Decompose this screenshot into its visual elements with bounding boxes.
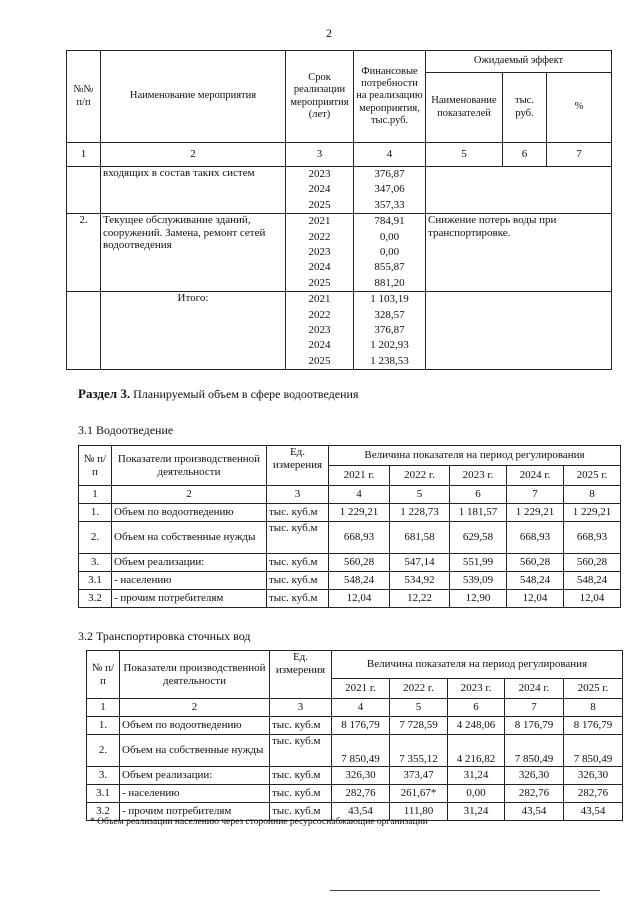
table-row [79, 522, 621, 554]
row-value: 668,93 [564, 522, 621, 554]
row-value: 548,24 [564, 572, 621, 590]
row-value: 539,09 [450, 572, 507, 590]
col-number: 7 [505, 699, 564, 717]
table-row [79, 504, 621, 522]
row-unit: тыс. куб.м [267, 572, 329, 590]
row-value: 7 850,49 [332, 735, 390, 767]
row-value: 534,92 [390, 572, 450, 590]
footnote: * Объем реализации населению через сторонние ресурсоснабжающие организации [90, 817, 428, 827]
table-row [87, 767, 623, 785]
row-value: 43,54 [564, 803, 623, 821]
row-unit: тыс. куб.м [270, 735, 332, 767]
header-year: 2021 г. [329, 466, 390, 486]
row-value: 551,99 [450, 554, 507, 572]
year-list: 2021 2022 2023 2024 2025 [286, 214, 354, 292]
row-value: 7 850,49 [505, 735, 564, 767]
row-value: 111,80 [390, 803, 448, 821]
row-num: 3.1 [87, 785, 120, 803]
col-number: 1 [67, 143, 101, 167]
table-row [87, 735, 623, 767]
row-value: 43,54 [332, 803, 390, 821]
row-unit: тыс. куб.м [270, 717, 332, 735]
row-value: 12,90 [450, 590, 507, 608]
header-year: 2024 г. [505, 679, 564, 699]
header-year: 2022 г. [390, 679, 448, 699]
row-value: 326,30 [505, 767, 564, 785]
header-unit: Ед. измерения [270, 651, 332, 699]
row-value: 1 181,57 [450, 504, 507, 522]
row-name: Объем по водоотведению [120, 717, 270, 735]
value-list: 1 103,19 328,57 376,87 1 202,93 1 238,53 [354, 292, 426, 370]
row-value: 7 355,12 [390, 735, 448, 767]
row-value: 1 229,21 [564, 504, 621, 522]
col-number: 3 [270, 699, 332, 717]
col-number: 3 [267, 486, 329, 504]
row-value: 560,28 [564, 554, 621, 572]
col-number: 5 [390, 486, 450, 504]
total-label: Итого: [101, 292, 286, 370]
col-number: 2 [120, 699, 270, 717]
row-value: 31,24 [448, 803, 505, 821]
header-year: 2025 г. [564, 679, 623, 699]
row-num: 3.1 [79, 572, 112, 590]
row-name: Объем реализации: [120, 767, 270, 785]
row-unit: тыс. куб.м [270, 803, 332, 821]
value-list: 376,87 347,06 357,33 [354, 167, 426, 214]
page-bottom-rule [330, 890, 600, 891]
header-year: 2022 г. [390, 466, 450, 486]
row-value: 12,04 [329, 590, 390, 608]
header-year: 2021 г. [332, 679, 390, 699]
row-value: 8 176,79 [564, 717, 623, 735]
header-effect: Ожидаемый эффект [426, 51, 612, 73]
header-period: Срок реализации мероприятия (лет) [286, 51, 354, 143]
row-value: 548,24 [329, 572, 390, 590]
row-num: 1. [87, 717, 120, 735]
col-number: 2 [112, 486, 267, 504]
row-value: 629,58 [450, 522, 507, 554]
section-heading [78, 386, 358, 402]
row-value: 326,30 [564, 767, 623, 785]
row-value: 1 228,73 [390, 504, 450, 522]
header-num: №№ п/п [67, 51, 101, 143]
header-period: Величина показателя на период регулирования [329, 446, 621, 466]
row-value: 560,28 [329, 554, 390, 572]
row-value: 1 229,21 [507, 504, 564, 522]
row-num: 3. [87, 767, 120, 785]
col-number: 6 [448, 699, 505, 717]
header-effect-thous: тыс. руб. [503, 73, 547, 143]
measure-name: Текущее обслуживание зданий, сооружений. Замена, ремонт сетей водоотведения [101, 214, 286, 292]
row-name: - населению [112, 572, 267, 590]
row-num: 2. [79, 522, 112, 554]
row-value: 12,22 [390, 590, 450, 608]
row-value: 43,54 [505, 803, 564, 821]
header-unit: Ед. измерения [267, 446, 329, 486]
row-value: 548,24 [507, 572, 564, 590]
col-number: 6 [450, 486, 507, 504]
table-row [87, 717, 623, 735]
row-num: 1. [79, 504, 112, 522]
col-number: 8 [564, 486, 621, 504]
value-list: 784,91 0,00 0,00 855,87 881,20 [354, 214, 426, 292]
row-value: 0,00 [448, 785, 505, 803]
row-value: 4 216,82 [448, 735, 505, 767]
wastewater-transport-table [86, 650, 623, 821]
row-value: 282,76 [564, 785, 623, 803]
row-unit: тыс. куб.м [270, 767, 332, 785]
section-label: Раздел 3. [78, 386, 131, 401]
row-value: 7 728,59 [390, 717, 448, 735]
header-period: Величина показателя на период регулирования [332, 651, 623, 679]
header-effect-name: Наименование показателей [426, 73, 503, 143]
col-number: 6 [503, 143, 547, 167]
table-row [67, 214, 612, 292]
header-effect-pct: % [547, 73, 612, 143]
col-number: 4 [354, 143, 426, 167]
row-value: 31,24 [448, 767, 505, 785]
row-num: 2. [67, 214, 101, 292]
row-value: 668,93 [507, 522, 564, 554]
table-row [67, 167, 612, 214]
col-number: 5 [426, 143, 503, 167]
measure-name: входящих в состав таких систем [101, 167, 286, 214]
table-row [87, 785, 623, 803]
row-num: 3.2 [87, 803, 120, 821]
row-value: 373,47 [390, 767, 448, 785]
row-name: Объем по водоотведению [112, 504, 267, 522]
row-value: 1 229,21 [329, 504, 390, 522]
col-number: 3 [286, 143, 354, 167]
col-number: 8 [564, 699, 623, 717]
table-row [79, 572, 621, 590]
subsection-title: 3.2 Транспортировка сточных вод [78, 629, 251, 643]
row-value: 668,93 [329, 522, 390, 554]
row-value: 12,04 [564, 590, 621, 608]
header-num: № п/п [87, 651, 120, 699]
effect-cell: Снижение потерь воды при транспортировке. [426, 214, 612, 292]
header-year: 2025 г. [564, 466, 621, 486]
row-value: 8 176,79 [332, 717, 390, 735]
row-unit: тыс. куб.м [270, 785, 332, 803]
year-list: 2021 2022 2023 2024 2025 [286, 292, 354, 370]
page-number: 2 [326, 26, 332, 40]
row-value: 12,04 [507, 590, 564, 608]
header-year: 2024 г. [507, 466, 564, 486]
row-value: 560,28 [507, 554, 564, 572]
header-num: № п/п [79, 446, 112, 486]
drainage-table [78, 445, 621, 608]
row-value: 326,30 [332, 767, 390, 785]
col-number: 4 [332, 699, 390, 717]
row-name: Объем на собственные нужды [120, 735, 270, 767]
row-unit: тыс. куб.м [267, 554, 329, 572]
header-year: 2023 г. [450, 466, 507, 486]
table-row [79, 554, 621, 572]
col-number: 1 [79, 486, 112, 504]
header-indicator: Показатели производственной деятельности [112, 446, 267, 486]
measures-table [66, 50, 612, 370]
row-unit: тыс. куб.м [267, 504, 329, 522]
row-name: - населению [120, 785, 270, 803]
col-number: 2 [101, 143, 286, 167]
row-value: 282,76 [505, 785, 564, 803]
col-number: 1 [87, 699, 120, 717]
row-name: - прочим потребителям [112, 590, 267, 608]
year-list: 2023 2024 2025 [286, 167, 354, 214]
row-num: 3.2 [79, 590, 112, 608]
row-value: 8 176,79 [505, 717, 564, 735]
header-indicator: Показатели производственной деятельности [120, 651, 270, 699]
header-name: Наименование мероприятия [101, 51, 286, 143]
table-row [79, 590, 621, 608]
row-num: 3. [79, 554, 112, 572]
row-unit: тыс. куб.м [267, 590, 329, 608]
table-row [67, 292, 612, 370]
row-value: 547,14 [390, 554, 450, 572]
row-name: Объем на собственные нужды [112, 522, 267, 554]
effect-cell [426, 292, 612, 370]
row-num: 2. [87, 735, 120, 767]
effect-cell [426, 167, 612, 214]
col-number: 7 [507, 486, 564, 504]
row-value: 7 850,49 [564, 735, 623, 767]
header-finance: Финансовые потребности на реализацию мероприятия, тыс.руб. [354, 51, 426, 143]
row-value: 4 248,06 [448, 717, 505, 735]
row-value: 282,76 [332, 785, 390, 803]
row-unit: тыс. куб.м [267, 522, 329, 554]
row-value: 261,67* [390, 785, 448, 803]
row-value: 681,58 [390, 522, 450, 554]
section-title: Планируемый объем в сфере водоотведения [133, 387, 359, 401]
header-year: 2023 г. [448, 679, 505, 699]
row-name: - прочим потребителям [120, 803, 270, 821]
subsection-title: 3.1 Водоотведение [78, 423, 174, 437]
row-name: Объем реализации: [112, 554, 267, 572]
col-number: 7 [547, 143, 612, 167]
col-number: 5 [390, 699, 448, 717]
col-number: 4 [329, 486, 390, 504]
